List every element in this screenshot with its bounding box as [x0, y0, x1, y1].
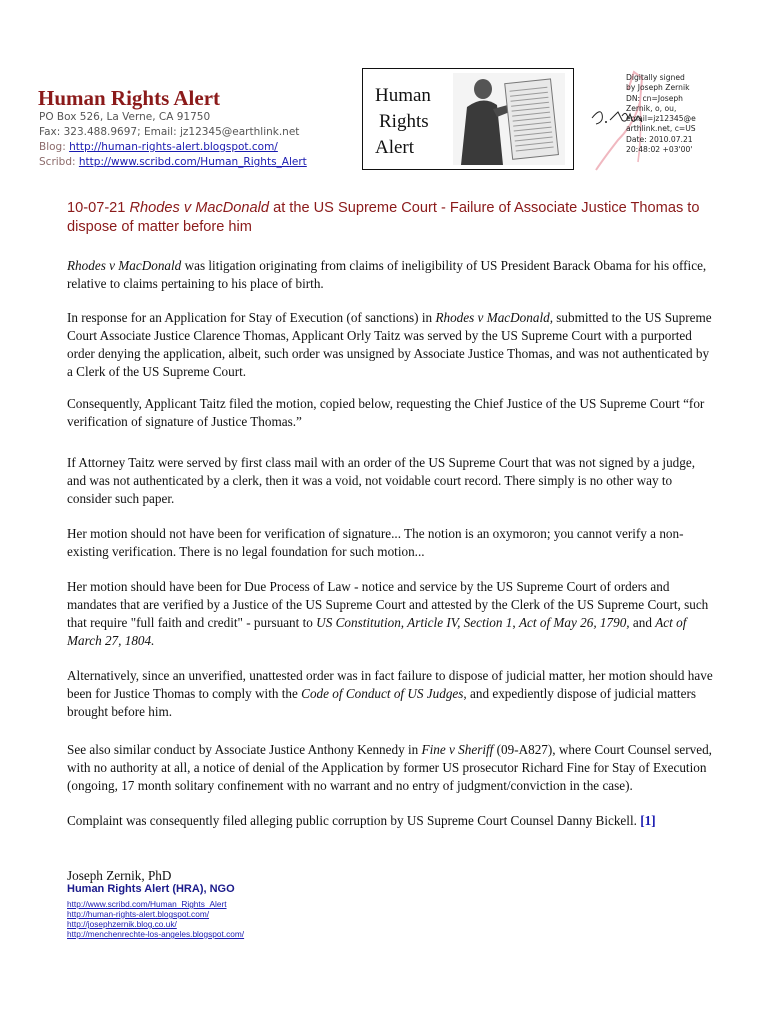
- citation: Act of March 27, 1804.: [67, 615, 687, 648]
- sig-line: email=jz12345@e: [626, 114, 696, 124]
- sig-line: arthlink.net, c=US: [626, 124, 696, 134]
- citation: US Constitution, Article IV, Section 1: [316, 615, 513, 630]
- digital-signature: [582, 62, 762, 182]
- address-line: PO Box 526, La Verne, CA 91750: [39, 111, 211, 123]
- scribd-link[interactable]: http://www.scribd.com/Human_Rights_Alert: [78, 156, 307, 168]
- paragraph: Complaint was consequently filed alleging public corruption by US Supreme Court Counsel Danny Bickell. [1]: [67, 813, 656, 828]
- title-rest: at the US Supreme Court - Failure of Associate Justice Thomas to dispose of matter before him: [67, 200, 700, 235]
- author-org: Human Rights Alert (HRA), NGO: [67, 883, 235, 895]
- blog-label: Blog:: [39, 141, 66, 153]
- case-name: Fine v Sheriff: [421, 742, 494, 757]
- sig-line: by Joseph Zernik: [626, 83, 690, 93]
- logo-line-3: Alert: [375, 137, 415, 158]
- case-name: Rhodes v MacDonald,: [435, 310, 553, 325]
- signature-details: [626, 73, 696, 155]
- contact-block: [39, 110, 307, 170]
- paragraph: Her motion should not have been for verification of signature... The notion is an oxymoron; you cannot verify a non-existing verification. There is no legal foundation for such motion...: [67, 526, 684, 559]
- paragraph: Her motion should have been for Due Process of Law - notice and service by the US Supreme Court of orders and mandates that are verified by a Justice of the US Supreme Court and attested by the Clerk of the US Supreme Court, such that require "full faith and credit" - pursuant to US Constitution, Article IV, Section 1, Act of May 26, 1790, and Act of March 27, 1804.: [67, 579, 709, 648]
- citation: Act of May 26, 1790,: [518, 615, 630, 630]
- scribd-label: Scribd:: [39, 156, 76, 168]
- sig-line: 20:48:02 +03'00': [626, 145, 693, 155]
- paragraph: Rhodes v MacDonald was litigation originating from claims of ineligibility of US President Barack Obama for his office, relative to claims pertaining to his place of birth.: [67, 258, 707, 291]
- paragraph: Alternatively, since an unverified, unattested order was in fact failure to dispose of judicial matter, her motion should have been for Justice Thomas to comply with the Code of Conduct of US Judges, and expediently dispose of judicial matters brought before him.: [67, 668, 713, 719]
- blog-link[interactable]: http://human-rights-alert.blogspot.com/: [69, 141, 278, 153]
- author-name: Joseph Zernik, PhD: [67, 868, 172, 883]
- logo-photo-image: [453, 73, 565, 165]
- footer-link-blog-co-uk[interactable]: http://josephzernik.blog.co.uk/: [67, 919, 177, 929]
- footer-link-menchenrechte[interactable]: http://menchenrechte-los-angeles.blogspot.com/: [67, 929, 245, 939]
- case-name: Rhodes v MacDonald: [67, 258, 182, 273]
- sig-line: DN: cn=Joseph: [626, 93, 683, 103]
- title-date: 10-07-21: [67, 200, 126, 216]
- logo-line-1: Human: [375, 85, 431, 106]
- title-case: Rhodes v MacDonald: [129, 200, 270, 216]
- org-name: Human Rights Alert: [38, 86, 221, 110]
- footnote-link[interactable]: [1]: [640, 813, 656, 828]
- paragraph: Consequently, Applicant Taitz filed the motion, copied below, requesting the Chief Justice of the US Supreme Court “for verification of signature of Justice Thomas.”: [67, 396, 705, 429]
- sig-line: Date: 2010.07.21: [626, 134, 693, 144]
- logo-line-2: Rights: [379, 111, 429, 132]
- document-title: [67, 199, 707, 237]
- blog-line: [39, 140, 307, 155]
- document-body: [67, 257, 717, 830]
- footer-link-blog[interactable]: http://human-rights-alert.blogspot.com/: [67, 909, 210, 919]
- footer-links: [67, 899, 244, 939]
- fax-email-line: Fax: 323.488.9697; Email: jz12345@earthlink.net: [39, 126, 300, 138]
- footer-link-scribd[interactable]: http://www.scribd.com/Human_Rights_Alert: [67, 899, 227, 909]
- logo-text: [375, 83, 431, 161]
- paragraph: If Attorney Taitz were served by first class mail with an order of the US Supreme Court that was not signed by a judge, and was not authenticated by a clerk, then it was a void, not voidable court record. There simply is no other way to consider such paper.: [67, 455, 696, 506]
- paragraph: In response for an Application for Stay of Execution (of sanctions) in Rhodes v MacDonald, submitted to the US Supreme Court Associate Justice Clarence Thomas, Applicant Orly Taitz was served by the US Supreme Court with a purported order denying the application, albeit, such order was unsigned by Associate Justice Thomas, and was not authenticated by a Clerk of the US Supreme Court.: [67, 310, 712, 379]
- citation: Code of Conduct of US Judges: [301, 686, 464, 701]
- sig-line: Digitally signed: [626, 73, 685, 82]
- sig-line: Zernik, o, ou,: [626, 103, 677, 113]
- paragraph: See also similar conduct by Associate Justice Anthony Kennedy in Fine v Sheriff (09-A827), where Court Counsel served, with no authority at all, a notice of denial of the Application by former US prosecutor Richard Fine for Stay of Execution (ongoing, 17 month solitary confinement with no warrant and no entry of judgment/conviction in the case).: [67, 742, 712, 793]
- hra-logo: [362, 68, 574, 170]
- scribd-line: [39, 155, 307, 170]
